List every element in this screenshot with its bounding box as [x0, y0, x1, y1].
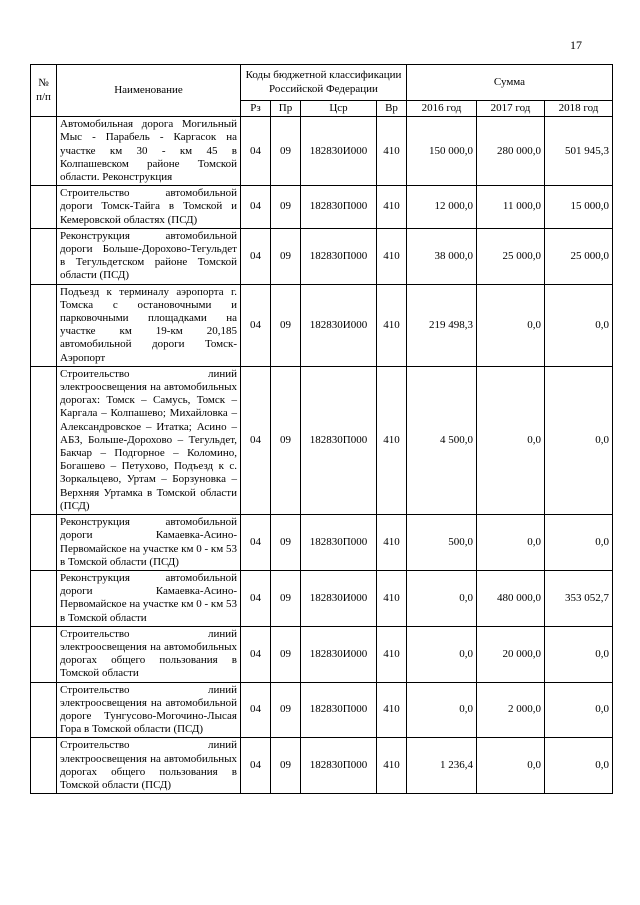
row-rz-cell: 04	[241, 738, 271, 794]
row-name-cell: Автомобильная дорога Могильный Мыс - Парабель - Каргасок на участке км 30 - км 45 в Колпашевском районе Томской области. Реконструкция	[57, 117, 241, 186]
row-vr-cell: 410	[377, 186, 407, 229]
header-vr: Вр	[377, 101, 407, 117]
row-csr-cell: 182830П000	[301, 738, 377, 794]
row-vr-cell: 410	[377, 366, 407, 514]
row-name-cell: Реконструкция автомобильной дороги Больше-Дорохово-Тегульдет в Тегульдетском районе Томской области (ПСД)	[57, 228, 241, 284]
header-pr: Пр	[271, 101, 301, 117]
row-pr-cell: 09	[271, 570, 301, 626]
row-pr-cell: 09	[271, 738, 301, 794]
table-row	[31, 515, 613, 571]
row-2016-cell: 219 498,3	[407, 284, 477, 366]
row-2018-cell: 0,0	[545, 515, 613, 571]
table-row	[31, 682, 613, 738]
row-2017-cell: 0,0	[477, 366, 545, 514]
row-name-cell: Строительство линий электроосвещения на автомобильных дорогах общего пользования в Томской области (ПСД)	[57, 738, 241, 794]
row-name-cell: Подъезд к терминалу аэропорта г. Томска с остановочными и парковочными площадками на участке км 19-км 20,185 автомобильной дороги Томск-Аэропорт	[57, 284, 241, 366]
row-name-cell: Строительство автомобильной дороги Томск-Тайга в Томской и Кемеровской областях (ПСД)	[57, 186, 241, 229]
row-num-cell	[31, 570, 57, 626]
row-2017-cell: 11 000,0	[477, 186, 545, 229]
row-num-cell	[31, 186, 57, 229]
row-pr-cell: 09	[271, 366, 301, 514]
row-2017-cell: 0,0	[477, 738, 545, 794]
page-number: 17	[570, 38, 582, 52]
row-2016-cell: 38 000,0	[407, 228, 477, 284]
row-2016-cell: 0,0	[407, 626, 477, 682]
row-vr-cell: 410	[377, 738, 407, 794]
table-row	[31, 284, 613, 366]
row-csr-cell: 182830И000	[301, 570, 377, 626]
row-rz-cell: 04	[241, 626, 271, 682]
row-2018-cell: 0,0	[545, 738, 613, 794]
row-name-cell: Строительство линий электроосвещения на автомобильных дорогах общего пользования в Томской области	[57, 626, 241, 682]
row-rz-cell: 04	[241, 515, 271, 571]
row-pr-cell: 09	[271, 228, 301, 284]
row-rz-cell: 04	[241, 366, 271, 514]
budget-table	[30, 64, 613, 794]
header-name: Наименование	[57, 65, 241, 117]
row-pr-cell: 09	[271, 626, 301, 682]
row-2016-cell: 1 236,4	[407, 738, 477, 794]
row-2016-cell: 0,0	[407, 682, 477, 738]
row-csr-cell: 182830П000	[301, 515, 377, 571]
header-num: № п/п	[31, 65, 57, 117]
row-2018-cell: 0,0	[545, 626, 613, 682]
row-rz-cell: 04	[241, 228, 271, 284]
header-2016: 2016 год	[407, 101, 477, 117]
row-name-cell: Строительство линий электроосвещения на автомобильных дорогах: Томск – Самусь, Томск – Каргала – Колпашево; Михайловка – Александровское – Итатка; Асино – АБЗ, Больше-Дорохово – Тегульдет, Бакчар – Подгорное – Коломино, Богашево – Петухово, Подъезд к с. Зоркальцево, Уртам – Борзуновка – Верхняя Уртамка в Томской области (ПСД)	[57, 366, 241, 514]
row-2016-cell: 500,0	[407, 515, 477, 571]
header-2017: 2017 год	[477, 101, 545, 117]
row-num-cell	[31, 738, 57, 794]
row-vr-cell: 410	[377, 515, 407, 571]
row-csr-cell: 182830П000	[301, 682, 377, 738]
row-csr-cell: 182830П000	[301, 366, 377, 514]
row-pr-cell: 09	[271, 682, 301, 738]
row-2016-cell: 0,0	[407, 570, 477, 626]
table-row	[31, 738, 613, 794]
row-name-cell: Реконструкция автомобильной дороги Камаевка-Асино-Первомайское на участке км 0 - км 53 в Томской области (ПСД)	[57, 515, 241, 571]
row-2017-cell: 480 000,0	[477, 570, 545, 626]
row-csr-cell: 182830П000	[301, 228, 377, 284]
row-pr-cell: 09	[271, 117, 301, 186]
row-pr-cell: 09	[271, 515, 301, 571]
row-rz-cell: 04	[241, 682, 271, 738]
row-num-cell	[31, 626, 57, 682]
row-name-cell: Строительство линий электроосвещения на автомобильной дороге Тунгусово-Могочино-Лысая Гора в Томской области (ПСД)	[57, 682, 241, 738]
row-num-cell	[31, 682, 57, 738]
table-row	[31, 228, 613, 284]
row-csr-cell: 182830И000	[301, 117, 377, 186]
row-2016-cell: 4 500,0	[407, 366, 477, 514]
row-num-cell	[31, 515, 57, 571]
row-2018-cell: 15 000,0	[545, 186, 613, 229]
row-2018-cell: 25 000,0	[545, 228, 613, 284]
row-vr-cell: 410	[377, 284, 407, 366]
row-rz-cell: 04	[241, 117, 271, 186]
row-name-cell: Реконструкция автомобильной дороги Камаевка-Асино-Первомайское на участке км 0 - км 53 в Томской области	[57, 570, 241, 626]
table-row	[31, 626, 613, 682]
row-2017-cell: 0,0	[477, 515, 545, 571]
row-vr-cell: 410	[377, 117, 407, 186]
row-pr-cell: 09	[271, 186, 301, 229]
row-pr-cell: 09	[271, 284, 301, 366]
row-vr-cell: 410	[377, 570, 407, 626]
row-2017-cell: 280 000,0	[477, 117, 545, 186]
row-vr-cell: 410	[377, 228, 407, 284]
table-row	[31, 366, 613, 514]
row-2016-cell: 12 000,0	[407, 186, 477, 229]
row-num-cell	[31, 366, 57, 514]
row-vr-cell: 410	[377, 626, 407, 682]
table-row	[31, 570, 613, 626]
row-vr-cell: 410	[377, 682, 407, 738]
row-2018-cell: 501 945,3	[545, 117, 613, 186]
row-2017-cell: 2 000,0	[477, 682, 545, 738]
row-2018-cell: 353 052,7	[545, 570, 613, 626]
table-row	[31, 186, 613, 229]
row-num-cell	[31, 228, 57, 284]
row-num-cell	[31, 284, 57, 366]
row-rz-cell: 04	[241, 186, 271, 229]
row-2018-cell: 0,0	[545, 366, 613, 514]
header-csr: Цср	[301, 101, 377, 117]
header-2018: 2018 год	[545, 101, 613, 117]
row-2018-cell: 0,0	[545, 284, 613, 366]
table-header	[31, 65, 613, 117]
row-num-cell	[31, 117, 57, 186]
row-2017-cell: 25 000,0	[477, 228, 545, 284]
table-row	[31, 117, 613, 186]
table-body	[31, 117, 613, 794]
row-rz-cell: 04	[241, 284, 271, 366]
row-2017-cell: 0,0	[477, 284, 545, 366]
header-sum: Сумма	[407, 65, 613, 101]
row-csr-cell: 182830И000	[301, 626, 377, 682]
row-2017-cell: 20 000,0	[477, 626, 545, 682]
row-rz-cell: 04	[241, 570, 271, 626]
row-csr-cell: 182830И000	[301, 284, 377, 366]
row-2016-cell: 150 000,0	[407, 117, 477, 186]
row-2018-cell: 0,0	[545, 682, 613, 738]
header-rz: Рз	[241, 101, 271, 117]
row-csr-cell: 182830П000	[301, 186, 377, 229]
header-codes: Коды бюджетной классификации Российской Федерации	[241, 65, 407, 101]
